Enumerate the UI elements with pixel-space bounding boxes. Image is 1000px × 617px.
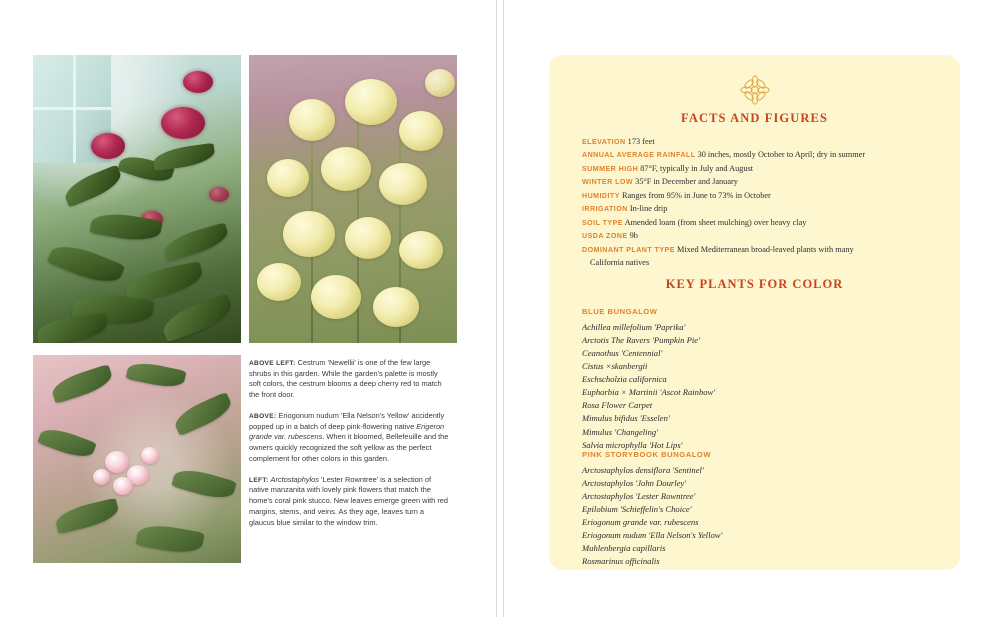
flower-cluster	[161, 107, 205, 139]
leaf	[159, 293, 236, 342]
flower-bell	[113, 477, 133, 495]
plant-name: Muhlenbergia capillaris	[582, 543, 666, 554]
fact-value: In-line drip	[629, 204, 668, 214]
flower-puff	[289, 99, 335, 141]
leaf	[161, 222, 231, 261]
flower-puff	[345, 217, 391, 259]
caption-left	[249, 475, 451, 529]
leaf	[171, 465, 237, 503]
fact-value: 9b	[629, 231, 638, 241]
fact-label: DOMINANT PLANT TYPE	[582, 245, 675, 254]
plant-name: Ceanothus 'Centennial'	[582, 348, 663, 359]
fact-row	[582, 189, 940, 202]
fact-label: SOIL TYPE	[582, 218, 623, 227]
leaf	[37, 424, 96, 462]
plant-group-blue-bungalow	[582, 307, 940, 452]
fact-label: WINTER LOW	[582, 178, 633, 187]
facts-list	[582, 135, 940, 270]
left-page	[0, 0, 496, 617]
plant-name: Mimulus 'Changeling'	[582, 426, 659, 437]
flower-bell	[105, 451, 129, 473]
plant-name: Mimulus bifidus 'Esselen'	[582, 413, 670, 424]
plant-name: Arctostaphylos densiflora 'Sentinel'	[582, 465, 704, 475]
flower-cluster	[209, 187, 229, 202]
leaf	[126, 359, 187, 391]
floral-rosette-ornament	[738, 73, 772, 107]
flower-puff	[425, 69, 455, 97]
caption-above-left	[249, 358, 451, 401]
plant-name: Eriogonum grande var. rubescens	[582, 517, 699, 528]
caption-text: . When it bloomed, Bellefeuille and the owners quickly recognized the soft yellow as the perfect complement for other colors in this garden.	[249, 432, 449, 463]
eriogonum-nudum-photo	[249, 55, 457, 343]
plant-name: Eschscholzia californica	[582, 374, 667, 385]
flower-cluster	[91, 133, 125, 159]
caption-above	[249, 411, 451, 465]
plant-group-heading: BLUE BUNGALOW	[582, 307, 658, 316]
plant-name: Arctostaphylos 'John Dourley'	[582, 478, 687, 489]
fact-value: 87°F, typically in July and August	[640, 163, 754, 173]
caption-lead: ABOVE:	[249, 412, 277, 420]
flower-puff	[345, 79, 397, 125]
plant-name: Arctostaphylos 'Lester Rowntree'	[582, 491, 696, 502]
leaf	[171, 392, 235, 437]
caption-italic-name: Erigeron grande var. rubescens	[249, 421, 445, 442]
facts-card	[549, 55, 960, 570]
fact-label: IRRIGATION	[582, 205, 628, 214]
leaf	[53, 498, 120, 535]
cestrum-newellii-photo	[33, 55, 241, 343]
flower-puff	[399, 111, 443, 151]
flower-cluster	[183, 71, 213, 93]
pane-divider	[73, 55, 76, 163]
flower-bell	[141, 447, 159, 464]
plant-name: Salvia microphylla 'Hot Lips'	[582, 439, 683, 450]
leaf	[61, 165, 125, 208]
fact-value: Ranges from 95% in June to 73% in October	[621, 190, 771, 200]
right-page	[504, 0, 1000, 617]
plant-group-pink-storybook-bungalow	[582, 450, 940, 569]
flower-puff	[321, 147, 371, 191]
flower-puff	[311, 275, 361, 319]
caption-italic-name: Arctostaphylos	[270, 474, 319, 484]
fact-value-continued: California natives	[590, 258, 650, 268]
fact-row	[582, 216, 940, 229]
fact-label: ELEVATION	[582, 138, 626, 146]
facts-and-figures-title: FACTS AND FIGURES	[681, 111, 828, 125]
leaf	[135, 521, 204, 556]
caption-lead: LEFT:	[249, 476, 269, 484]
plant-name: Rosa Flower Carpet	[582, 400, 653, 411]
fact-value: Amended loam (from sheet mulching) over heavy clay	[624, 217, 807, 227]
leaf	[47, 238, 125, 290]
page-gutter	[496, 0, 504, 617]
arctostaphylos-lester-rowntree-photo	[33, 355, 241, 563]
plant-name: Cistus ×skanbergii	[582, 361, 648, 372]
key-plants-title: KEY PLANTS FOR COLOR	[665, 277, 844, 291]
leaf	[36, 313, 108, 343]
plant-name: Eriogonum nudum 'Ella Nelson's Yellow'	[582, 530, 723, 541]
caption-lead: ABOVE LEFT:	[249, 360, 296, 367]
fact-label: USDA ZONE	[582, 232, 628, 241]
fact-value: 173 feet	[627, 137, 655, 146]
fact-row	[582, 148, 940, 161]
fact-row	[582, 162, 940, 175]
plant-name: Arctotis The Ravers 'Pumpkin Pie'	[582, 335, 700, 346]
leaf	[123, 261, 205, 303]
fact-row	[582, 243, 940, 270]
plant-name: Euphorbia × Martinii 'Ascot Rainbow'	[582, 387, 716, 398]
flower-puff	[379, 163, 427, 205]
fact-row	[582, 229, 940, 242]
caption-text: Cestrum 'Newellii' is one of the few large shrubs in this garden. While the garden's palette is mostly soft colors, the cestrum blooms a deep cherry red to match the front door.	[249, 358, 442, 400]
fact-value: 35°F in December and January	[635, 177, 738, 187]
plant-name: Achillea millefolium 'Paprika'	[582, 322, 686, 332]
flower-puff	[283, 211, 335, 257]
fact-label: ANNUAL AVERAGE RAINFALL	[582, 151, 696, 160]
plant-group-heading: PINK STORYBOOK BUNGALOW	[582, 450, 712, 459]
caption-text: 'Lester Rowntree' is a selection of native manzanita with lovely pink flowers that match the home's coral pink stucco. New leaves emerge green with red margins, stems, and veins. As they age, leaves turn a glaucus blue similar to the window trim.	[249, 474, 448, 527]
plant-name: Rosmarinus officinalis	[582, 556, 660, 567]
leaf	[49, 364, 115, 404]
leaf	[152, 143, 216, 171]
pane-divider	[33, 107, 111, 110]
fact-row	[582, 135, 940, 148]
flower-puff	[267, 159, 309, 197]
flower-bell	[93, 469, 110, 485]
fact-value: 30 inches, mostly October to April; dry in summer	[697, 150, 866, 160]
photo-captions	[249, 358, 451, 538]
caption-text: Eriogonum nudum 'Ella Nelson's Yellow' accidently popped up in a batch of deep pink-flowering native	[249, 410, 445, 431]
fact-label: SUMMER HIGH	[582, 164, 639, 173]
fact-row	[582, 175, 940, 188]
plant-name: Epilobium 'Schieffelin's Choice'	[582, 504, 692, 515]
flower-puff	[257, 263, 301, 301]
fact-label: HUMIDITY	[582, 191, 620, 200]
flower-puff	[373, 287, 419, 327]
flower-puff	[399, 231, 443, 269]
fact-value: Mixed Mediterranean broad-leaved plants with many	[676, 244, 854, 254]
fact-row	[582, 202, 940, 215]
